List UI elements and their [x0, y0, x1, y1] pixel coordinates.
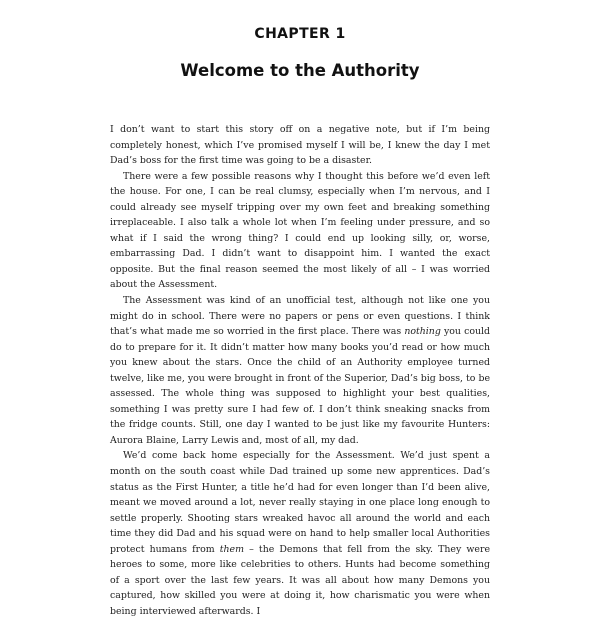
paragraph-text: The Assessment was kind of an unofficial test, although not like one you might do in school. There were no papers or pens or even questions. I think that’s what made me so worried in the first place. There was — [110, 295, 490, 338]
paragraph-text: There were a few possible reasons why I thought this before we’d even left the house. For one, I can be real clumsy, especially when I’m nervous, and I could already see myself tripping over my own feet and breaking something irreplaceable. I also talk a whole lot when I’m feeling under pressure, and so what if I said the wrong thing? I could end up looking silly, or, worse, embarrassing Dad. I didn’t want to disappoint him. I wanted the exact opposite. But the final reason seemed the most likely of all – I was worried about the Assessment. — [110, 170, 490, 291]
paragraph-text: – the Demons that fell from the sky. They were heroes to some, more like celebrities to others. Hunts had become something of a sport over the last few years. It was all about how many Demons you captured, how skilled you were at doing it, how charismatic you were when being interviewed afterwards. I — [110, 543, 490, 617]
paragraph-text: you could do to prepare for it. It didn’t matter how many books you’d read or how much you knew about the stars. Once the child of an Authority employee turned twelve, like me, you were brought in front of the Superior, Dad’s big boss, to be assessed. The whole thing was supposed to highlight your best qualities, something I was pretty sure I had few of. I don’t think sneaking snacks from the fridge counts. Still, one day I wanted to be just like my favourite Hunters: Aurora Blaine, Larry Lewis and, most of all, my dad. — [110, 326, 490, 446]
emphasis-text: them — [219, 543, 244, 555]
chapter-title: Welcome to the Authority — [180, 61, 420, 80]
paragraph-text: We’d come back home especially for the Assessment. We’d just spent a month on the south coast while Dad trained up some new apprentices. Dad’s status as the First Hunter, a title he’d had for even longer than I’d been alive, meant we moved around a lot, never really staying in one place long enough to settle properly. Shooting stars wreaked havoc all around the world and each time they did Dad and his squad were on hand to help smaller local Authorities protect humans from — [110, 450, 490, 555]
chapter-number: CHAPTER 1 — [254, 26, 346, 42]
emphasis-text: nothing — [404, 326, 441, 338]
paragraph-4 — [110, 448, 490, 619]
paragraph-3 — [110, 293, 490, 448]
paragraph-2 — [110, 169, 490, 293]
paragraph-text: I don’t want to start this story off on a negative note, but if I’m being completely honest, which I’ve promised myself I will be, I knew the day I met Dad’s boss for the first time was going to be a disaster. — [110, 124, 490, 167]
chapter-body — [110, 122, 490, 620]
paragraph-1 — [110, 122, 490, 169]
